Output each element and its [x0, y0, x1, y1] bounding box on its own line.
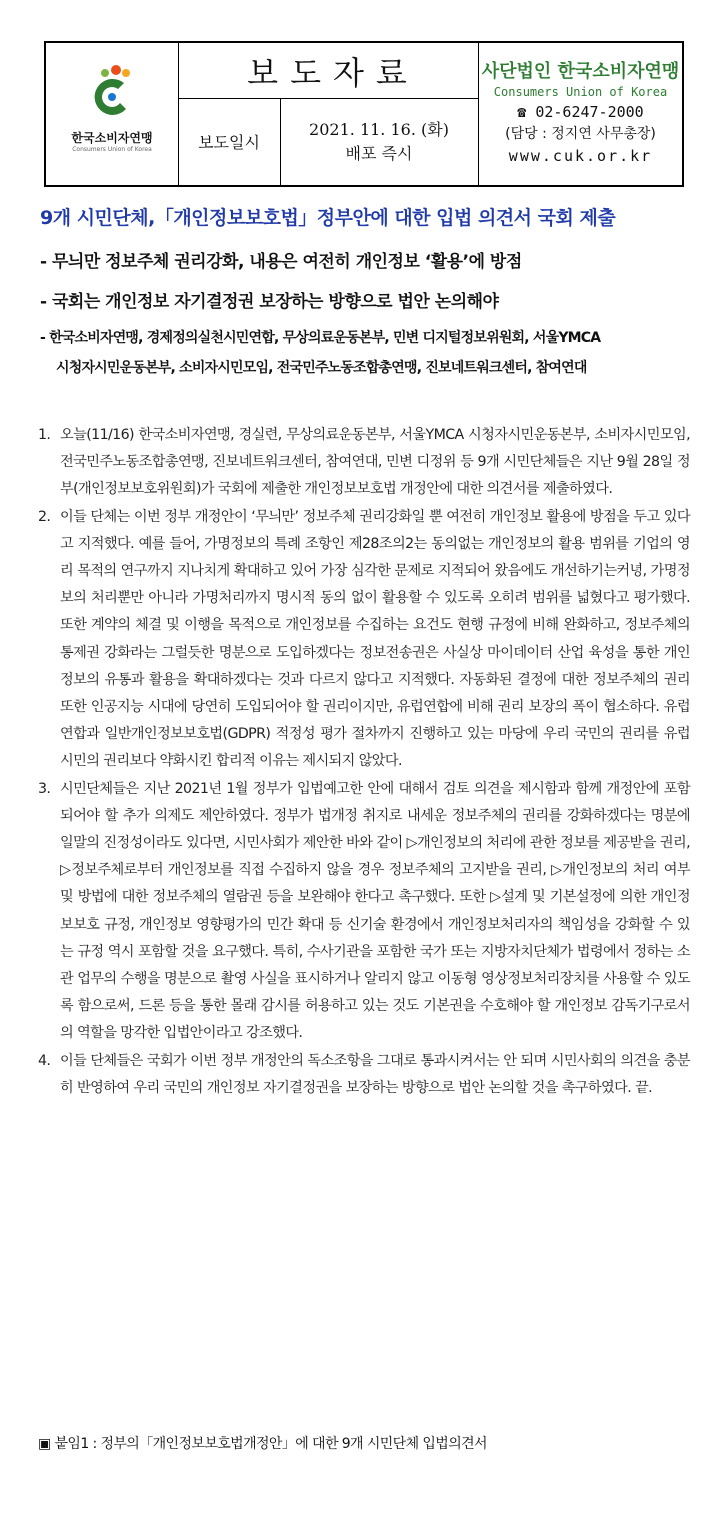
paragraph-number: 4. — [38, 1052, 51, 1069]
paragraph-1 — [38, 422, 690, 504]
headline: 9개 시민단체,「개인정보보호법」정부안에 대한 입법 의견서 국회 제출 — [40, 207, 616, 229]
paragraph-text: 시민단체들은 지난 2021년 1월 정부가 입법예고한 안에 대해서 검토 의견을 제시함과 함께 개정안에 포함되어야 할 추가 의제도 제안하였다. 정부가 법개정 취지로 내세운 정보주체의 권리를 강화하겠다는 명분에 일말의 진정성이라도 있다면, 시민사회가 제안한 바와 같이 ▷개인정보의 처리에 관한 정보를 제공받을 권리, ▷정보주체로부터 개인정보를 직접 수집하지 않을 경우 정보주체의 고지받을 권리, ▷개인정보의 처리 여부 및 방법에 대한 정보주체의 열람권 등을 보완해야 한다고 촉구했다. 또한 ▷설계 및 기본설정에 의한 개인정보보호 규정, 개인정보 영향평가의 민간 확대 등 신기술 환경에서 개인정보처리자의 책임성을 강화할 수 있는 규정 역시 포함할 것을 요구했다. 특히, 수사기관을 포함한 국가 또는 지방자치단체가 법령에서 정하는 소관 업무의 수행을 명분으로 촬영 사실을 표시하거나 알리지 않고 이동형 영상정보처리장치를 사용할 수 있도록 함으로써, 드론 등을 통한 몰래 감시를 허용하고 있는 것도 기본권을 수호해야 할 개인정보 감독기구로서의 역할을 망각한 입법안이라고 강조했다. — [60, 780, 690, 1042]
body-text — [38, 422, 690, 1102]
date-cell — [280, 98, 479, 185]
paragraph-2 — [38, 504, 690, 776]
document-title: 보도자료 — [247, 53, 419, 92]
paragraph-3 — [38, 776, 690, 1048]
org-contact: (담당 : 정지연 사무총장) — [505, 126, 656, 142]
release-note: 배포 즉시 — [345, 143, 413, 163]
logo-english: Consumers Union of Korea — [72, 146, 152, 153]
date-label: 보도일시 — [178, 98, 281, 185]
org-cell — [479, 43, 682, 185]
logo-mark-icon — [82, 61, 142, 121]
paragraph-4 — [38, 1048, 690, 1102]
orgs-line-2: 시청자시민운동본부, 소비자시민모임, 전국민주노동조합총연맹, 진보네트워크센터, 참여연대 — [56, 360, 587, 376]
header-table — [44, 41, 684, 187]
participating-orgs — [40, 323, 690, 383]
paragraph-text: 이들 단체는 이번 정부 개정안이 ‘무늬만’ 정보주체 권리강화일 뿐 여전히 개인정보 활용에 방점을 두고 있다고 지적했다. 예를 들어, 가명정보의 특례 조항인 제28조의2는 동의없는 개인정보의 활용 범위를 기업의 영리 목적의 연구까지 지나치게 확대하고 있어 가장 심각한 문제로 지적되어 왔음에도 개선하기는커녕, 가명정보의 처리뿐만 아니라 가명처리까지 명시적 동의 없이 활용할 수 있도록 오히려 범위를 넓혔다고 평가했다. 또한 계약의 체결 및 이행을 목적으로 개인정보를 수집하는 요건도 현행 규정에 비해 완화하고, 정보주체의 통제권 강화라는 그럴듯한 명분으로 도입하겠다는 정보전송권은 사실상 마이데이터 산업 육성을 통한 개인정보의 유통과 활용을 확대하겠다는 것과 다르지 않다고 지적했다. 자동화된 결정에 대한 정보주체의 권리 또한 인공지능 시대에 당연히 도입되어야 할 권리이지만, 유럽연합에 비해 권리 보장의 폭이 협소하다. 유럽연합과 일반개인정보보호법(GDPR) 적정성 평가 절차까지 진행하고 있는 마당에 우리 국민의 권리를 유럽 시민의 권리보다 약화시킨 합리적 이유는 제시되지 않았다. — [60, 508, 690, 770]
title-cell — [178, 43, 479, 99]
org-website[interactable]: www.cuk.or.kr — [508, 147, 653, 165]
org-name: 사단법인 한국소비자연맹 — [481, 61, 680, 82]
paragraph-number: 3. — [38, 780, 51, 797]
org-english: Consumers Union of Korea — [493, 85, 668, 99]
attachment-note: ▣ 붙임1 : 정부의「개인정보보호법개정안」에 대한 9개 시민단체 입법의견서 — [38, 1436, 487, 1452]
org-phone: ☎ 02-6247-2000 — [517, 103, 644, 121]
subhead-1: - 무늬만 정보주체 권리강화, 내용은 여전히 개인정보 ‘활용’에 방점 — [40, 252, 522, 272]
logo — [46, 61, 178, 153]
logo-korean: 한국소비자연맹 — [71, 131, 153, 145]
paragraph-number: 1. — [38, 427, 51, 443]
paragraph-text: 이들 단체들은 국회가 이번 정부 개정안의 독소조항을 그대로 통과시켜서는 안 되며 시민사회의 의견을 충분히 반영하여 우리 국민의 개인정보 자기결정권을 보장하는 방향으로 법안 논의할 것을 촉구하였다. 끝. — [60, 1052, 690, 1096]
paragraph-number: 2. — [38, 508, 51, 525]
paragraph-text: 오늘(11/16) 한국소비자연맹, 경실련, 무상의료운동본부, 서울YMCA 시청자시민운동본부, 소비자시민모임, 전국민주노동조합총연맹, 진보네트워크센터, 참여연대, 민변 디정위 등 9개 시민단체들은 지난 9월 28일 정부(개인정보보호위원회)가 국회에 제출한 개인정보보호법 개정안에 대한 의견서를 제출하였다. — [60, 427, 690, 498]
logo-cell — [46, 43, 179, 185]
subhead-2: - 국회는 개인정보 자기결정권 보장하는 방향으로 법안 논의해야 — [40, 292, 499, 312]
orgs-line-1: - 한국소비자연맹, 경제정의실천시민연합, 무상의료운동본부, 민변 디지털정보위원회, 서울YMCA — [40, 330, 601, 346]
date-value: 2021. 11. 16. (화) — [309, 119, 449, 139]
